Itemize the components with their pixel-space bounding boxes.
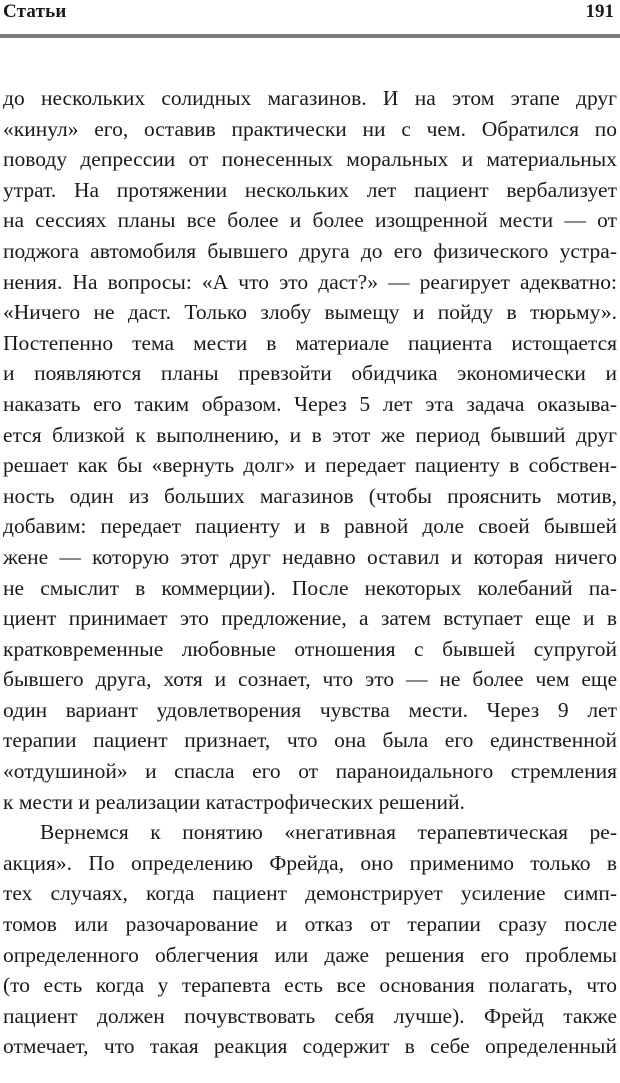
text-line: ется близкой к выполнению, и в этот же период бывший друг bbox=[3, 422, 617, 447]
page-number: 191 bbox=[585, 1, 614, 22]
text-line: поводу депрессии от понесенных моральных и материальных bbox=[3, 147, 617, 172]
page-header bbox=[0, 0, 620, 24]
text-line: бывшего друга, хотя и сознает, что это — не более чем еще bbox=[3, 667, 617, 692]
text-line: один вариант удовлетворения чувства мести. Через 9 лет bbox=[3, 697, 617, 722]
text-line: жене — которую этот друг недавно оставил и которая ничего bbox=[3, 544, 617, 569]
text-line: на сессиях планы все более и более изощренной мести — от bbox=[3, 208, 617, 233]
text-line: отмечает, что такая реакция содержит в себе определенный bbox=[3, 1034, 617, 1059]
text-line: нения. На вопросы: «А что это даст?» — реагирует адекватно: bbox=[3, 269, 617, 294]
text-line: Вернемся к понятию «негативная терапевтическая ре- bbox=[40, 820, 617, 845]
text-line: терапии пациент признает, что она была его единственной bbox=[3, 728, 617, 753]
text-line: и появляются планы превзойти обидчика экономически и bbox=[3, 361, 617, 386]
text-line: наказать его таким образом. Через 5 лет эта задача оказыва- bbox=[3, 391, 617, 416]
paragraph bbox=[3, 817, 617, 1062]
text-line: поджога автомобиля бывшего друга до его физического устра- bbox=[3, 238, 617, 263]
text-line: (то есть когда у терапевта есть все основания полагать, что bbox=[3, 973, 617, 998]
text-line: Постепенно тема мести в материале пациента истощается bbox=[3, 330, 617, 355]
text-line: пациент должен почувствовать себя лучше). Фрейд также bbox=[3, 1003, 617, 1028]
text-line: «отдушиной» и спасла его от параноидального стремления bbox=[3, 759, 617, 784]
paragraph bbox=[3, 83, 617, 817]
text-line: «кинул» его, оставив практически ни с чем. Обратился по bbox=[3, 116, 617, 141]
text-line: акция». По определению Фрейда, оно применимо только в bbox=[3, 850, 617, 875]
text-line: «Ничего не даст. Только злобу вымещу и пойду в тюрьму». bbox=[3, 300, 617, 325]
text-line: утрат. На протяжении нескольких лет пациент вербализует bbox=[3, 177, 617, 202]
text-line: тех случаях, когда пациент демонстрирует усиление симп- bbox=[3, 881, 617, 906]
text-line: томов или разочарование и отказ от терапии сразу после bbox=[3, 912, 617, 937]
section-title: Статьи bbox=[3, 1, 67, 22]
text-line: кратковременные любовные отношения с бывшей супругой bbox=[3, 636, 617, 661]
text-line: до нескольких солидных магазинов. И на этом этапе друг bbox=[3, 86, 617, 110]
text-line: решает как бы «вернуть долг» и передает пациенту в собствен- bbox=[3, 453, 617, 478]
text-line: ность один из больших магазинов (чтобы прояснить мотив, bbox=[3, 483, 617, 508]
text-line: добавим: передает пациенту и в равной доле своей бывшей bbox=[3, 514, 617, 539]
header-divider bbox=[0, 34, 620, 38]
text-line: не смыслит в коммерции). После некоторых колебаний па- bbox=[3, 575, 617, 600]
body-text bbox=[3, 83, 617, 1062]
text-line: к мести и реализации катастрофических решений. bbox=[3, 789, 465, 814]
text-line: определенного облегчения или даже решения его проблемы bbox=[3, 942, 617, 967]
text-line: циент принимает это предложение, а затем вступает еще и в bbox=[3, 606, 617, 631]
